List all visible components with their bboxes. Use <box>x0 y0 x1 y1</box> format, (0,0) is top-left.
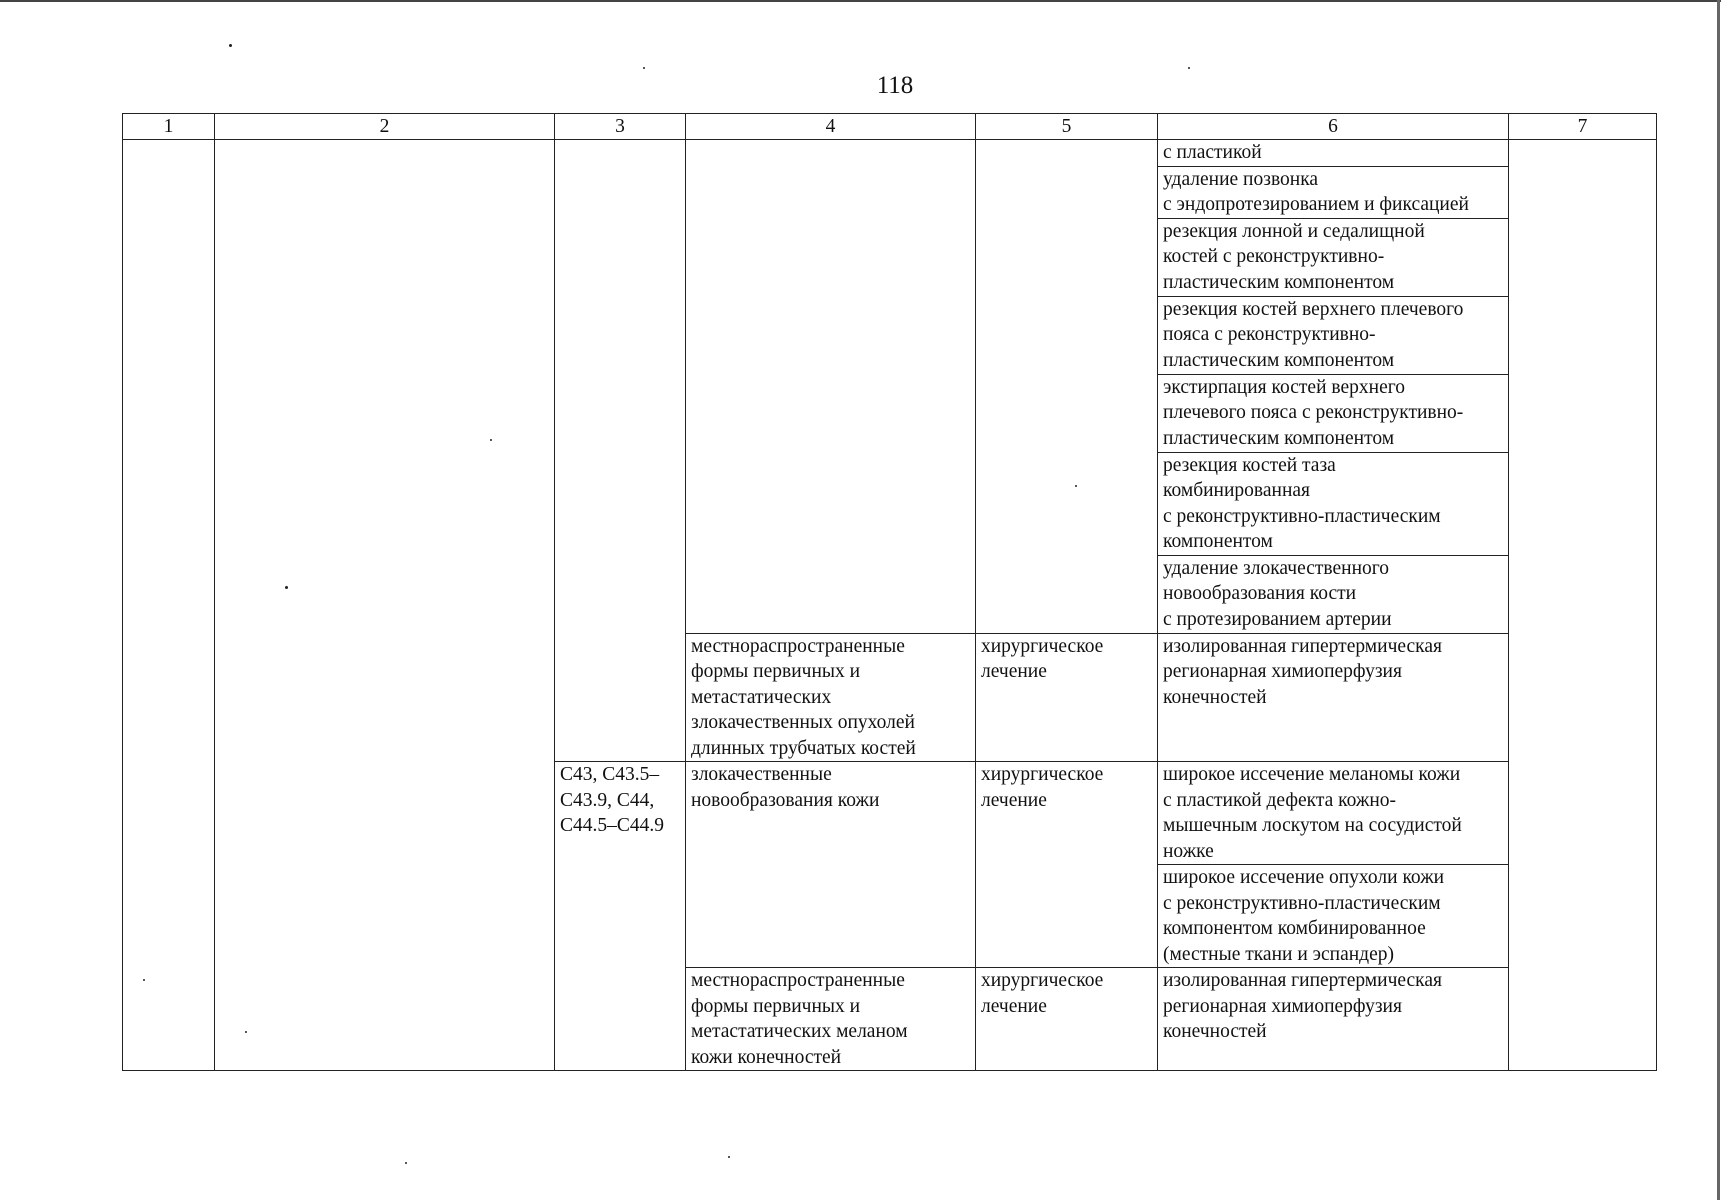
header-col-1: 1 <box>123 114 215 140</box>
method-cell: изолированная гипертермическая регионарная химиоперфузия конечностей <box>1158 633 1509 762</box>
header-col-6: 6 <box>1158 114 1509 140</box>
icd-code-cell: C43, C43.5– C43.9, C44, C44.5–C44.9 <box>555 762 686 1071</box>
method-cell: удаление позвонка с эндопротезированием и фиксацией <box>1158 166 1509 218</box>
cell-col-1 <box>123 140 215 1071</box>
scan-speck <box>728 1156 730 1158</box>
procedures-table <box>122 113 1657 1071</box>
scan-speck <box>405 1162 407 1164</box>
method-cell: изолированная гипертермическая регионарная химиоперфузия конечностей <box>1158 968 1509 1071</box>
method-cell: резекция костей верхнего плечевого пояса с реконструктивно- пластическим компонентом <box>1158 296 1509 374</box>
method-cell: удаление злокачественного новообразования кости с протезированием артерии <box>1158 555 1509 633</box>
method-cell: резекция лонной и седалищной костей с реконструктивно- пластическим компонентом <box>1158 218 1509 296</box>
scan-speck <box>643 67 645 69</box>
header-col-3: 3 <box>555 114 686 140</box>
diagnosis-cell: злокачественные новообразования кожи <box>686 762 976 968</box>
scan-speck <box>1075 485 1077 487</box>
treatment-type-cell: хирургическое лечение <box>976 968 1158 1071</box>
treatment-type-cell: хирургическое лечение <box>976 762 1158 968</box>
table-header-row <box>123 114 1657 140</box>
header-col-2: 2 <box>215 114 555 140</box>
cell-col-7 <box>1509 140 1657 1071</box>
cell-col-3-empty <box>555 140 686 762</box>
page-number: 118 <box>876 72 914 99</box>
treatment-type-cell: хирургическое лечение <box>976 633 1158 762</box>
cell-col-5-empty <box>976 140 1158 634</box>
method-cell: резекция костей таза комбинированная с реконструктивно-пластическим компонентом <box>1158 452 1509 555</box>
scan-speck <box>1188 67 1190 69</box>
method-cell: широкое иссечение меланомы кожи с пластикой дефекта кожно- мышечным лоскутом на сосудистой ножке <box>1158 762 1509 865</box>
header-col-4: 4 <box>686 114 976 140</box>
diagnosis-cell: местнораспространенные формы первичных и метастатических злокачественных опухолей длинных трубчатых костей <box>686 633 976 762</box>
scan-edge-top <box>0 0 1721 2</box>
scan-speck <box>143 979 145 981</box>
method-cell: широкое иссечение опухоли кожи с реконструктивно-пластическим компонентом комбинированное (местные ткани и эспандер) <box>1158 865 1509 968</box>
method-cell: с пластикой <box>1158 140 1509 167</box>
cell-col-4-empty <box>686 140 976 634</box>
diagnosis-cell: местнораспространенные формы первичных и метастатических меланом кожи конечностей <box>686 968 976 1071</box>
scan-speck <box>490 439 492 441</box>
method-cell: экстирпация костей верхнего плечевого пояса с реконструктивно- пластическим компонентом <box>1158 374 1509 452</box>
scan-speck <box>285 586 288 589</box>
scan-speck <box>229 44 232 47</box>
header-col-7: 7 <box>1509 114 1657 140</box>
header-col-5: 5 <box>976 114 1158 140</box>
cell-col-2 <box>215 140 555 1071</box>
scan-edge-right <box>1717 0 1720 1200</box>
table-row <box>123 140 1657 167</box>
scan-speck <box>245 1031 247 1033</box>
